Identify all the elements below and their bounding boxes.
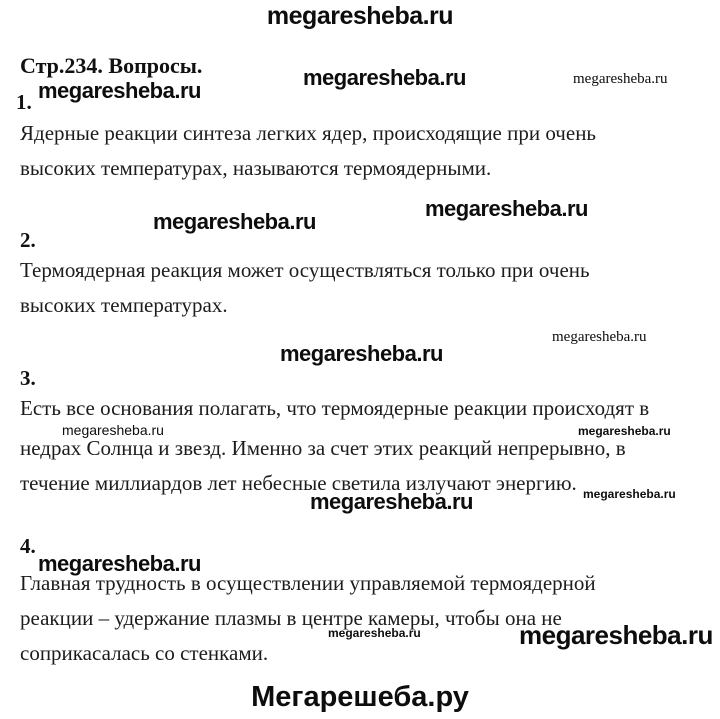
- watermark: megaresheba.ru: [583, 487, 676, 501]
- item-3-line-2: недрах Солнца и звезд. Именно за счет этих реакций непрерывно, в: [20, 436, 626, 460]
- watermark: megaresheba.ru: [310, 489, 473, 514]
- item-3-line-3: течение миллиардов лет небесные светила излучают энергию.: [20, 471, 577, 495]
- item-2-line-1: Термоядерная реакция может осуществляться только при очень: [20, 258, 590, 282]
- watermark: megaresheba.ru: [328, 626, 421, 640]
- item-4-line-1: Главная трудность в осуществлении управляемой термоядерной: [20, 571, 596, 595]
- footer-brand: Мегарешеба.ру: [251, 681, 469, 713]
- item-3-line-1: Есть все основания полагать, что термоядерные реакции происходят в: [20, 396, 650, 420]
- item-4-line-3: соприкасалась со стенками.: [20, 641, 269, 665]
- item-2-number: 2.: [20, 228, 36, 252]
- item-2-line-2: высоких температурах.: [20, 293, 228, 317]
- item-1-line-1: Ядерные реакции синтеза легких ядер, происходящие при очень: [20, 121, 597, 145]
- watermark: megaresheba.ru: [552, 329, 647, 345]
- watermark: megaresheba.ru: [38, 551, 201, 576]
- item-4-number: 4.: [20, 534, 36, 558]
- item-1-number: 1.: [16, 90, 32, 114]
- watermark: megaresheba.ru: [425, 196, 588, 221]
- item-1-line-2: высоких температурах, называются термоядерными.: [20, 156, 492, 180]
- item-4-line-2: реакции – удержание плазмы в центре камеры, чтобы она не: [20, 606, 562, 630]
- watermark: megaresheba.ru: [303, 65, 466, 90]
- watermark-top-center: megaresheba.ru: [266, 2, 454, 30]
- item-3-number: 3.: [20, 366, 36, 390]
- page-title: Стр.234. Вопросы.: [20, 53, 203, 78]
- watermark: megaresheba.ru: [280, 341, 443, 366]
- watermark: megaresheba.ru: [519, 620, 713, 650]
- watermark: megaresheba.ru: [573, 71, 668, 87]
- watermark: megaresheba.ru: [153, 209, 316, 234]
- watermark: megaresheba.ru: [62, 422, 164, 438]
- watermark: megaresheba.ru: [578, 424, 671, 438]
- watermark: megaresheba.ru: [38, 78, 201, 103]
